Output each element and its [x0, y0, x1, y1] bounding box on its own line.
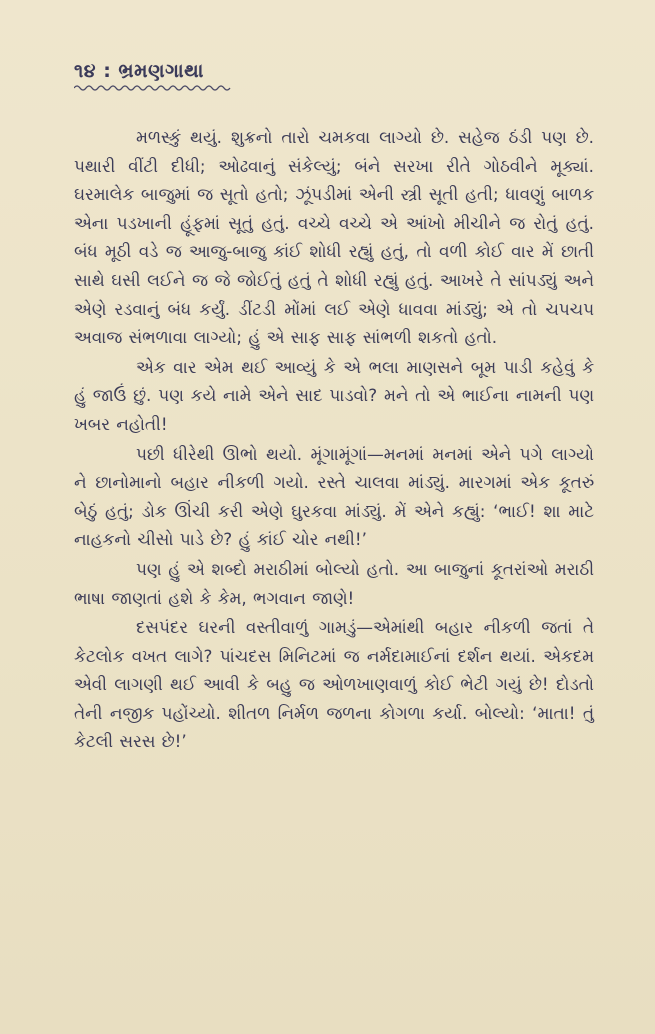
paragraph-2: એક વાર એમ થઈ આવ્યું કે એ ભલા માણસને બૂમ પાડી કહેવું કે હું જાઉં છું. પણ કયે નામે એને સાદ પાડવો? મને તો એ ભાઈના નામની પણ ખબર નહોતી! — [74, 356, 594, 434]
body-text — [74, 123, 594, 757]
wavy-underline — [74, 84, 234, 92]
paragraph-1: મળસ્કું થયું. શુક્રનો તારો ચમકવા લાગ્યો છે. સહેજ ઠંડી પણ છે. પથારી વીંટી દીધી; ઓઢવાનું સંકેલ્યું; બંને સરખા રીતે ગોઠવીને મૂક્યાં. ઘરમાલેક બાજુમાં જ સૂતો હતો; ઝૂંપડીમાં એની સ્ત્રી સૂતી હતી; ધાવણું બાળક એના પડખાની હૂંફમાં સૂતું હતું. વચ્ચે વચ્ચે એ આંખો મીચીને જ રોતું હતું. બંધ મૂઠી વડે જ આજુ-બાજુ કાંઈ શોધી રહ્યું હતું, તો વળી કોઈ વાર મેં છાતી સાથે ઘસી લઈને જ જે જોઈતું હતું તે શોધી રહ્યું હતું. આખરે તે સાંપડ્યું અને એણે રડવાનું બંધ કર્યું. ડીંટડી મોંમાં લઈ એણે ધાવવા માંડ્યું; એ તો ચપચપ અવાજ સંભળાવા લાગ્યો; હું એ સાફ સાફ સાંભળી શકતો હતો. — [74, 127, 594, 348]
page-header — [74, 60, 374, 92]
running-head: ૧૪ : ભ્રમણગાથા — [74, 60, 204, 82]
paragraph-3: પછી ધીરેથી ઊભો થયો. મૂંગામૂંગાં—મનમાં મનમાં એને પગે લાગ્યો ને છાનોમાનો બહાર નીકળી ગયો. રસ્તે ચાલવા માંડ્યું. મારગમાં એક કૂતરું બેઠું હતું; ડોક ઊંચી કરી એણે ઘુરકવા માંડ્યું. મેં એને કહ્યું: ‘ભાઈ! શા માટે નાહકનો ચીસો પાડે છે? હું કાંઈ ચોર નથી!’ — [74, 443, 594, 550]
paragraph-4: પણ હું એ શબ્દો મરાઠીમાં બોલ્યો હતો. આ બાજુનાં કૂતરાંઓ મરાઠી ભાષા જાણતાં હશે કે કેમ, ભગવાન જાણે! — [74, 558, 594, 608]
paragraph-5: દસપંદર ઘરની વસ્તીવાળું ગામડું—એમાંથી બહાર નીકળી જતાં તે કેટલોક વખત લાગે? પાંચદસ મિનિટમાં જ નર્મદામાઈનાં દર્શન થયાં. એકદમ એવી લાગણી થઈ આવી કે બહુ જ ઓળખાણવાળું કોઈ ભેટી ગયું છે! દોડતો તેની નજીક પહોંચ્યો. શીતળ નિર્મળ જળના કોગળા કર્યા. બોલ્યો: ‘માતા! તું કેટલી સરસ છે!’ — [74, 617, 594, 752]
